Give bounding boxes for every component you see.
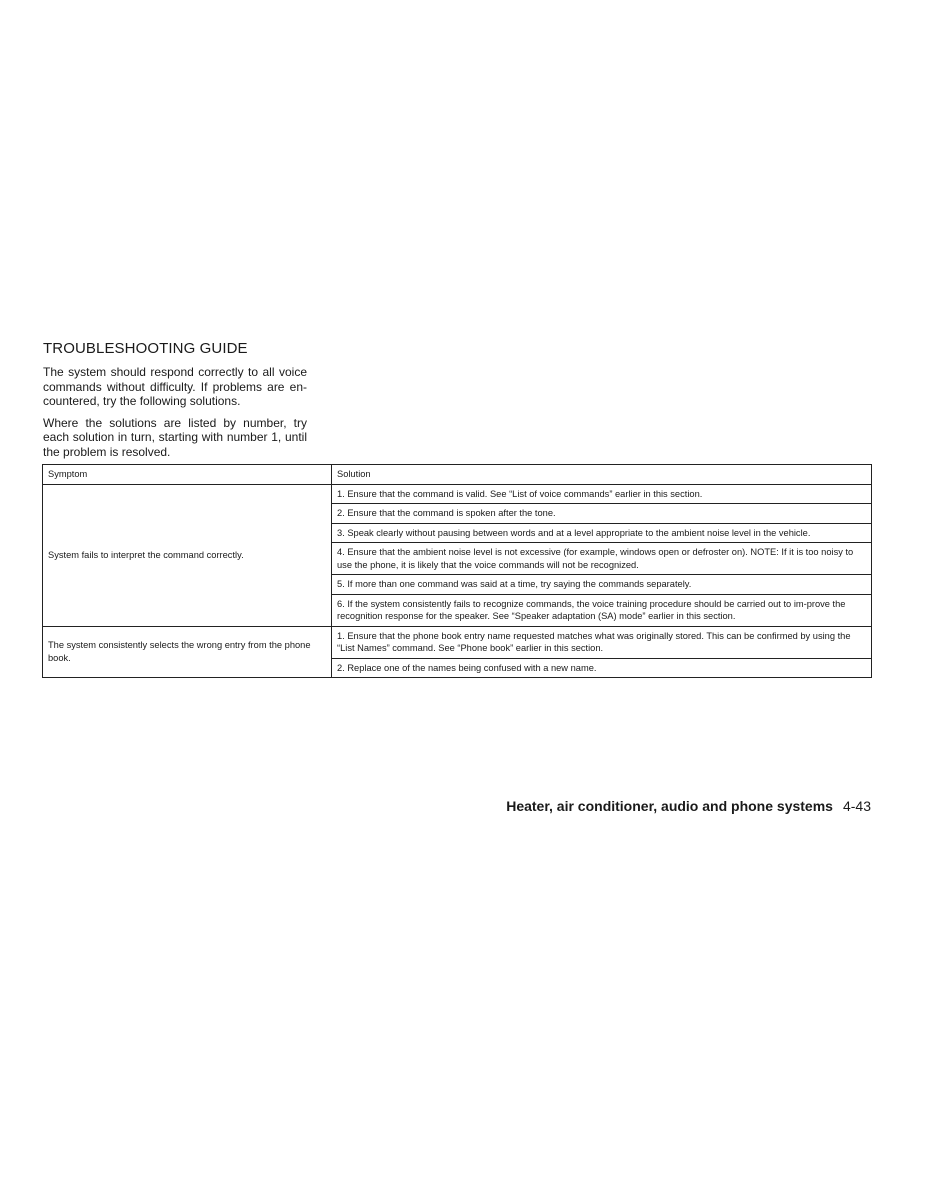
footer-section-name: Heater, air conditioner, audio and phone systems	[506, 798, 833, 814]
solution-cell: 6. If the system consistently fails to recognize commands, the voice training procedure should be carried out to im-prove the recognition response for the speaker. See “Speaker adaptation (SA) mode” earlier in this section.	[332, 594, 872, 626]
header-solution: Solution	[332, 465, 872, 485]
page-number: 4-43	[842, 798, 871, 814]
header-symptom: Symptom	[43, 465, 332, 485]
solution-cell: 2. Replace one of the names being confused with a new name.	[332, 658, 872, 678]
table-row	[43, 484, 872, 504]
page-footer	[506, 798, 871, 814]
solution-cell: 2. Ensure that the command is spoken after the tone.	[332, 504, 872, 524]
troubleshooting-table	[42, 464, 872, 678]
solution-cell: 3. Speak clearly without pausing between words and at a level appropriate to the ambient noise level in the vehicle.	[332, 523, 872, 543]
table-row	[43, 626, 872, 658]
solution-cell: 5. If more than one command was said at a time, try saying the commands separately.	[332, 575, 872, 595]
instructions-paragraph: Where the solutions are listed by number, try each solution in turn, starting with number 1, until the problem is resolved.	[43, 415, 307, 459]
troubleshooting-section	[43, 340, 307, 466]
troubleshooting-table-container	[42, 464, 871, 678]
section-title: TROUBLESHOOTING GUIDE	[43, 340, 248, 357]
intro-paragraph: The system should respond correctly to all voice commands without difficulty. If problems are en-countered, try the following solutions.	[43, 365, 307, 408]
table-header-row	[43, 465, 872, 485]
symptom-cell: System fails to interpret the command correctly.	[43, 484, 332, 626]
symptom-cell: The system consistently selects the wrong entry from the phone book.	[43, 626, 332, 678]
solution-cell: 1. Ensure that the phone book entry name requested matches what was originally stored. This can be confirmed by using the “List Names” command. See “Phone book” earlier in this section.	[332, 626, 872, 658]
solution-cell: 4. Ensure that the ambient noise level is not excessive (for example, windows open or defroster on). NOTE: If it is too noisy to use the phone, it is likely that the voice commands will not be recognized.	[332, 543, 872, 575]
solution-cell: 1. Ensure that the command is valid. See “List of voice commands” earlier in this section.	[332, 484, 872, 504]
